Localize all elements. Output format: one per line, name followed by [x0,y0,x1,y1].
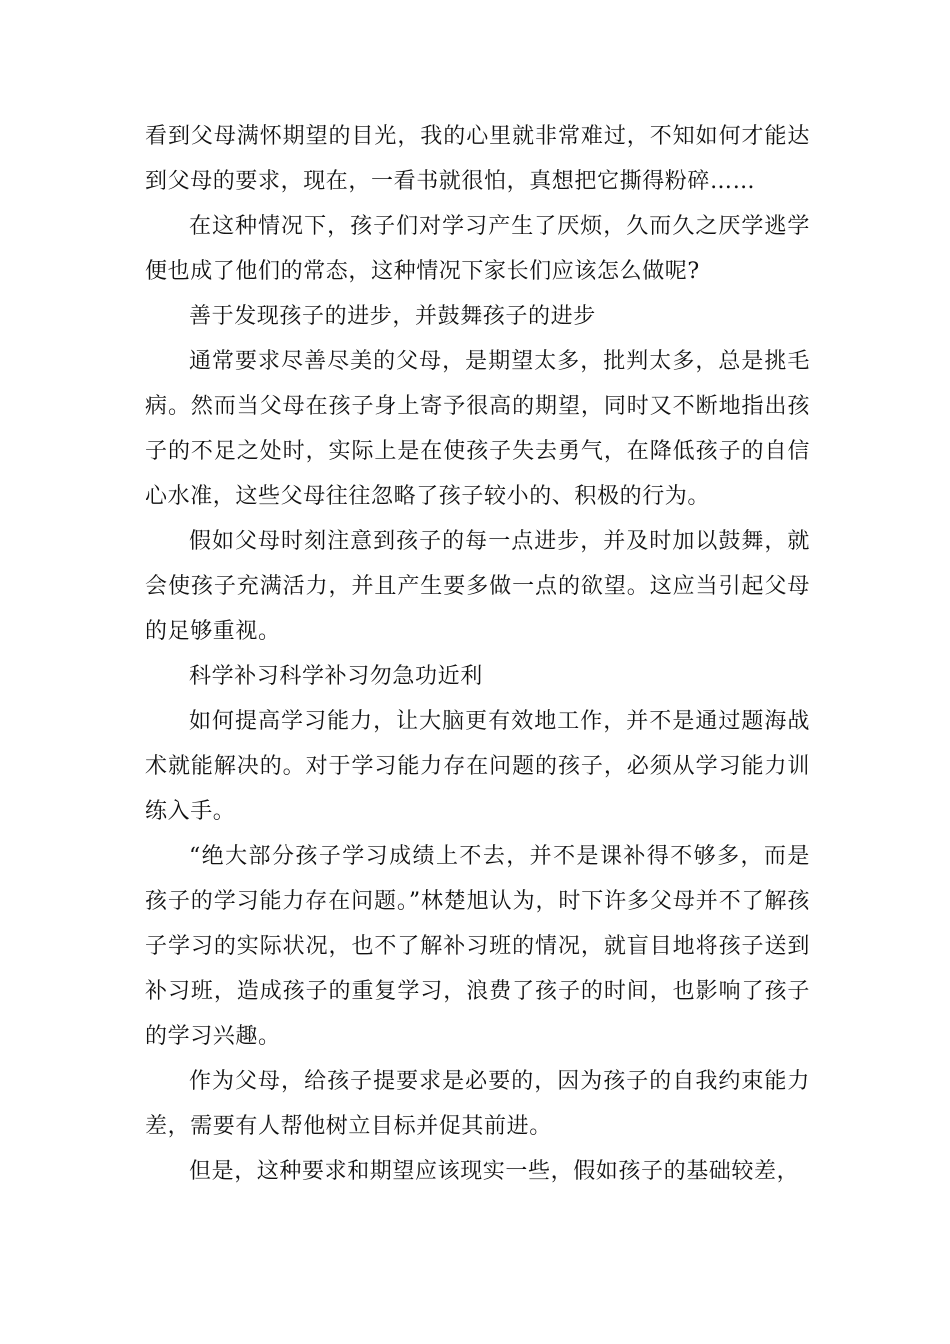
paragraph-2: 在这种情况下，孩子们对学习产生了厌烦，久而久之厌学逃学便也成了他们的常态，这种情况下家长们应该怎么做呢? [145,214,810,284]
document-body [145,114,810,1194]
section-heading-progress: 善于发现孩子的进步，并鼓舞孩子的进步 [189,304,596,329]
paragraph-7: 如何提高学习能力，让大脑更有效地工作，并不是通过题海战术就能解决的。对于学习能力存在问题的孩子，必须从学习能力训练入手。 [145,709,810,824]
section-heading-tutoring: 科学补习科学补习勿急功近利 [189,664,483,689]
paragraph-1: 看到父母满怀期望的目光，我的心里就非常难过，不知如何才能达到父母的要求，现在，一看书就很怕，真想把它撕得粉碎…… [145,124,810,194]
paragraph-9: 作为父母，给孩子提要求是必要的，因为孩子的自我约束能力差，需要有人帮他树立目标并促其前进。 [145,1069,810,1139]
paragraph-8-quote: “绝大部分孩子学习成绩上不去，并不是课补得不够多，而是孩子的学习能力存在问题。”林楚旭认为，时下许多父母并不了解孩子学习的实际状况，也不了解补习班的情况，就盲目地将孩子送到补习班，造成孩子的重复学习，浪费了孩子的时间，也影响了孩子的学习兴趣。 [145,844,810,1049]
paragraph-5: 假如父母时刻注意到孩子的每一点进步，并及时加以鼓舞，就会使孩子充满活力，并且产生要多做一点的欲望。这应当引起父母的足够重视。 [145,529,810,644]
paragraph-4: 通常要求尽善尽美的父母，是期望太多，批判太多，总是挑毛病。然而当父母在孩子身上寄予很高的期望，同时又不断地指出孩子的不足之处时，实际上是在使孩子失去勇气，在降低孩子的自信心水准，这些父母往往忽略了孩子较小的、积极的行为。 [145,349,810,509]
paragraph-10: 但是，这种要求和期望应该现实一些，假如孩子的基础较差， [189,1159,800,1184]
